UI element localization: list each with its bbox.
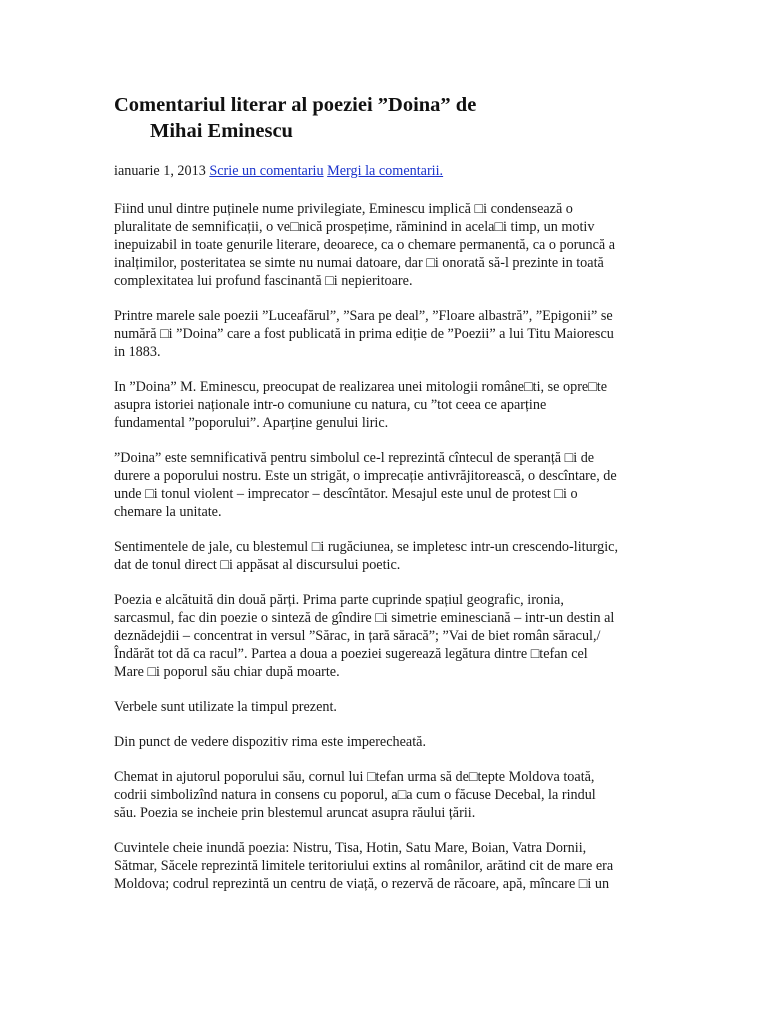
paragraph: Cuvintele cheie inundă poezia: Nistru, Tisa, Hotin, Satu Mare, Boian, Vatra Dornii, Sătmar, Săcele reprezintă limitele teritoriului extins al românilor, arătind cit de mare era Moldova; codrul reprezintă un centru de viață, o rezervă de răcoare, apă, mîncare □i un	[114, 840, 614, 892]
paragraph: Sentimentele de jale, cu blestemul □i rugăciunea, se impletesc intr-un crescendo-liturgic, dat de tonul direct □i appăsat al discursului poetic.	[114, 539, 619, 573]
post-date: ianuarie 1, 2013	[114, 163, 206, 179]
paragraph: Poezia e alcătuită din două părți. Prima parte cuprinde spațiul geografic, ironia, sarcasmul, fac din poezie o sinteză de gîndire □i simetrie eminesciană – intr-un destin al deznădejdii – concentrat in versul ”Sărac, in țară săracă”; ”Vai de biet român săracul,/ Îndărăt tot dă ca racul”. Partea a doua a poeziei sugerează legătura dintre □tefan cel Mare □i poporul său chiar după moarte.	[114, 592, 615, 680]
paragraph: Din punct de vedere dispozitiv rima este imperecheată.	[114, 734, 427, 750]
paragraph: Chemat in ajutorul poporului său, cornul lui □tefan urma să de□tepte Moldova toată, codrii simbolizînd natura in consens cu poporul, a□a cum o făcuse Decebal, la rindul său. Poezia se incheie prin blestemul aruncat asupra răului țării.	[114, 769, 596, 821]
article-title	[114, 92, 662, 144]
paragraph: Printre marele sale poezii ”Luceafărul”, ”Sara pe deal”, ”Floare albastră”, ”Epigonii” se numără □i ”Doina” care a fost publicată in prima ediție de ”Poezii” a lui Titu Maiorescu in 1883.	[114, 308, 614, 360]
article-title-line-2: Mihai Eminescu	[150, 120, 293, 142]
article-meta	[114, 162, 662, 180]
write-comment-link[interactable]: Scrie un comentariu	[209, 163, 324, 179]
go-to-comments-link[interactable]: Mergi la comentarii.	[327, 163, 444, 179]
paragraph: In ”Doina” M. Eminescu, preocupat de realizarea unei mitologii române□ti, se opre□te asupra istoriei naționale intr-o comuniune cu natura, cu ”tot ceea ce aparține fundamental ”poporului”. Aparține genului liric.	[114, 379, 608, 431]
paragraph: ”Doina” este semnificativă pentru simbolul ce-l reprezintă cîntecul de speranță □i de durere a poporului nostru. Este un strigăt, o imprecație antivrăjitorească, o descîntare, de unde □i tonul violent – imprecator – descîntător. Mesajul este unul de protest □i o chemare la unitate.	[114, 450, 617, 520]
document-page	[114, 92, 662, 910]
paragraph: Fiind unul dintre puținele nume privilegiate, Eminescu implică □i condensează o pluralitate de semnificații, o ve□nică prospețime, răminind in acela□i timp, un motiv inepuizabil in toate genurile literare, deoarece, ca o chemare permanentă, ca o poruncă a inalțimilor, posteritatea se simte nu numai datoare, dar □i onorată să-l prezinte in toată complexitatea lui profund fascinantă □i nepieritoare.	[114, 201, 616, 289]
paragraph: Verbele sunt utilizate la timpul prezent.	[114, 699, 337, 715]
article-title-line-1: Comentariul literar al poeziei ”Doina” de	[114, 94, 477, 116]
